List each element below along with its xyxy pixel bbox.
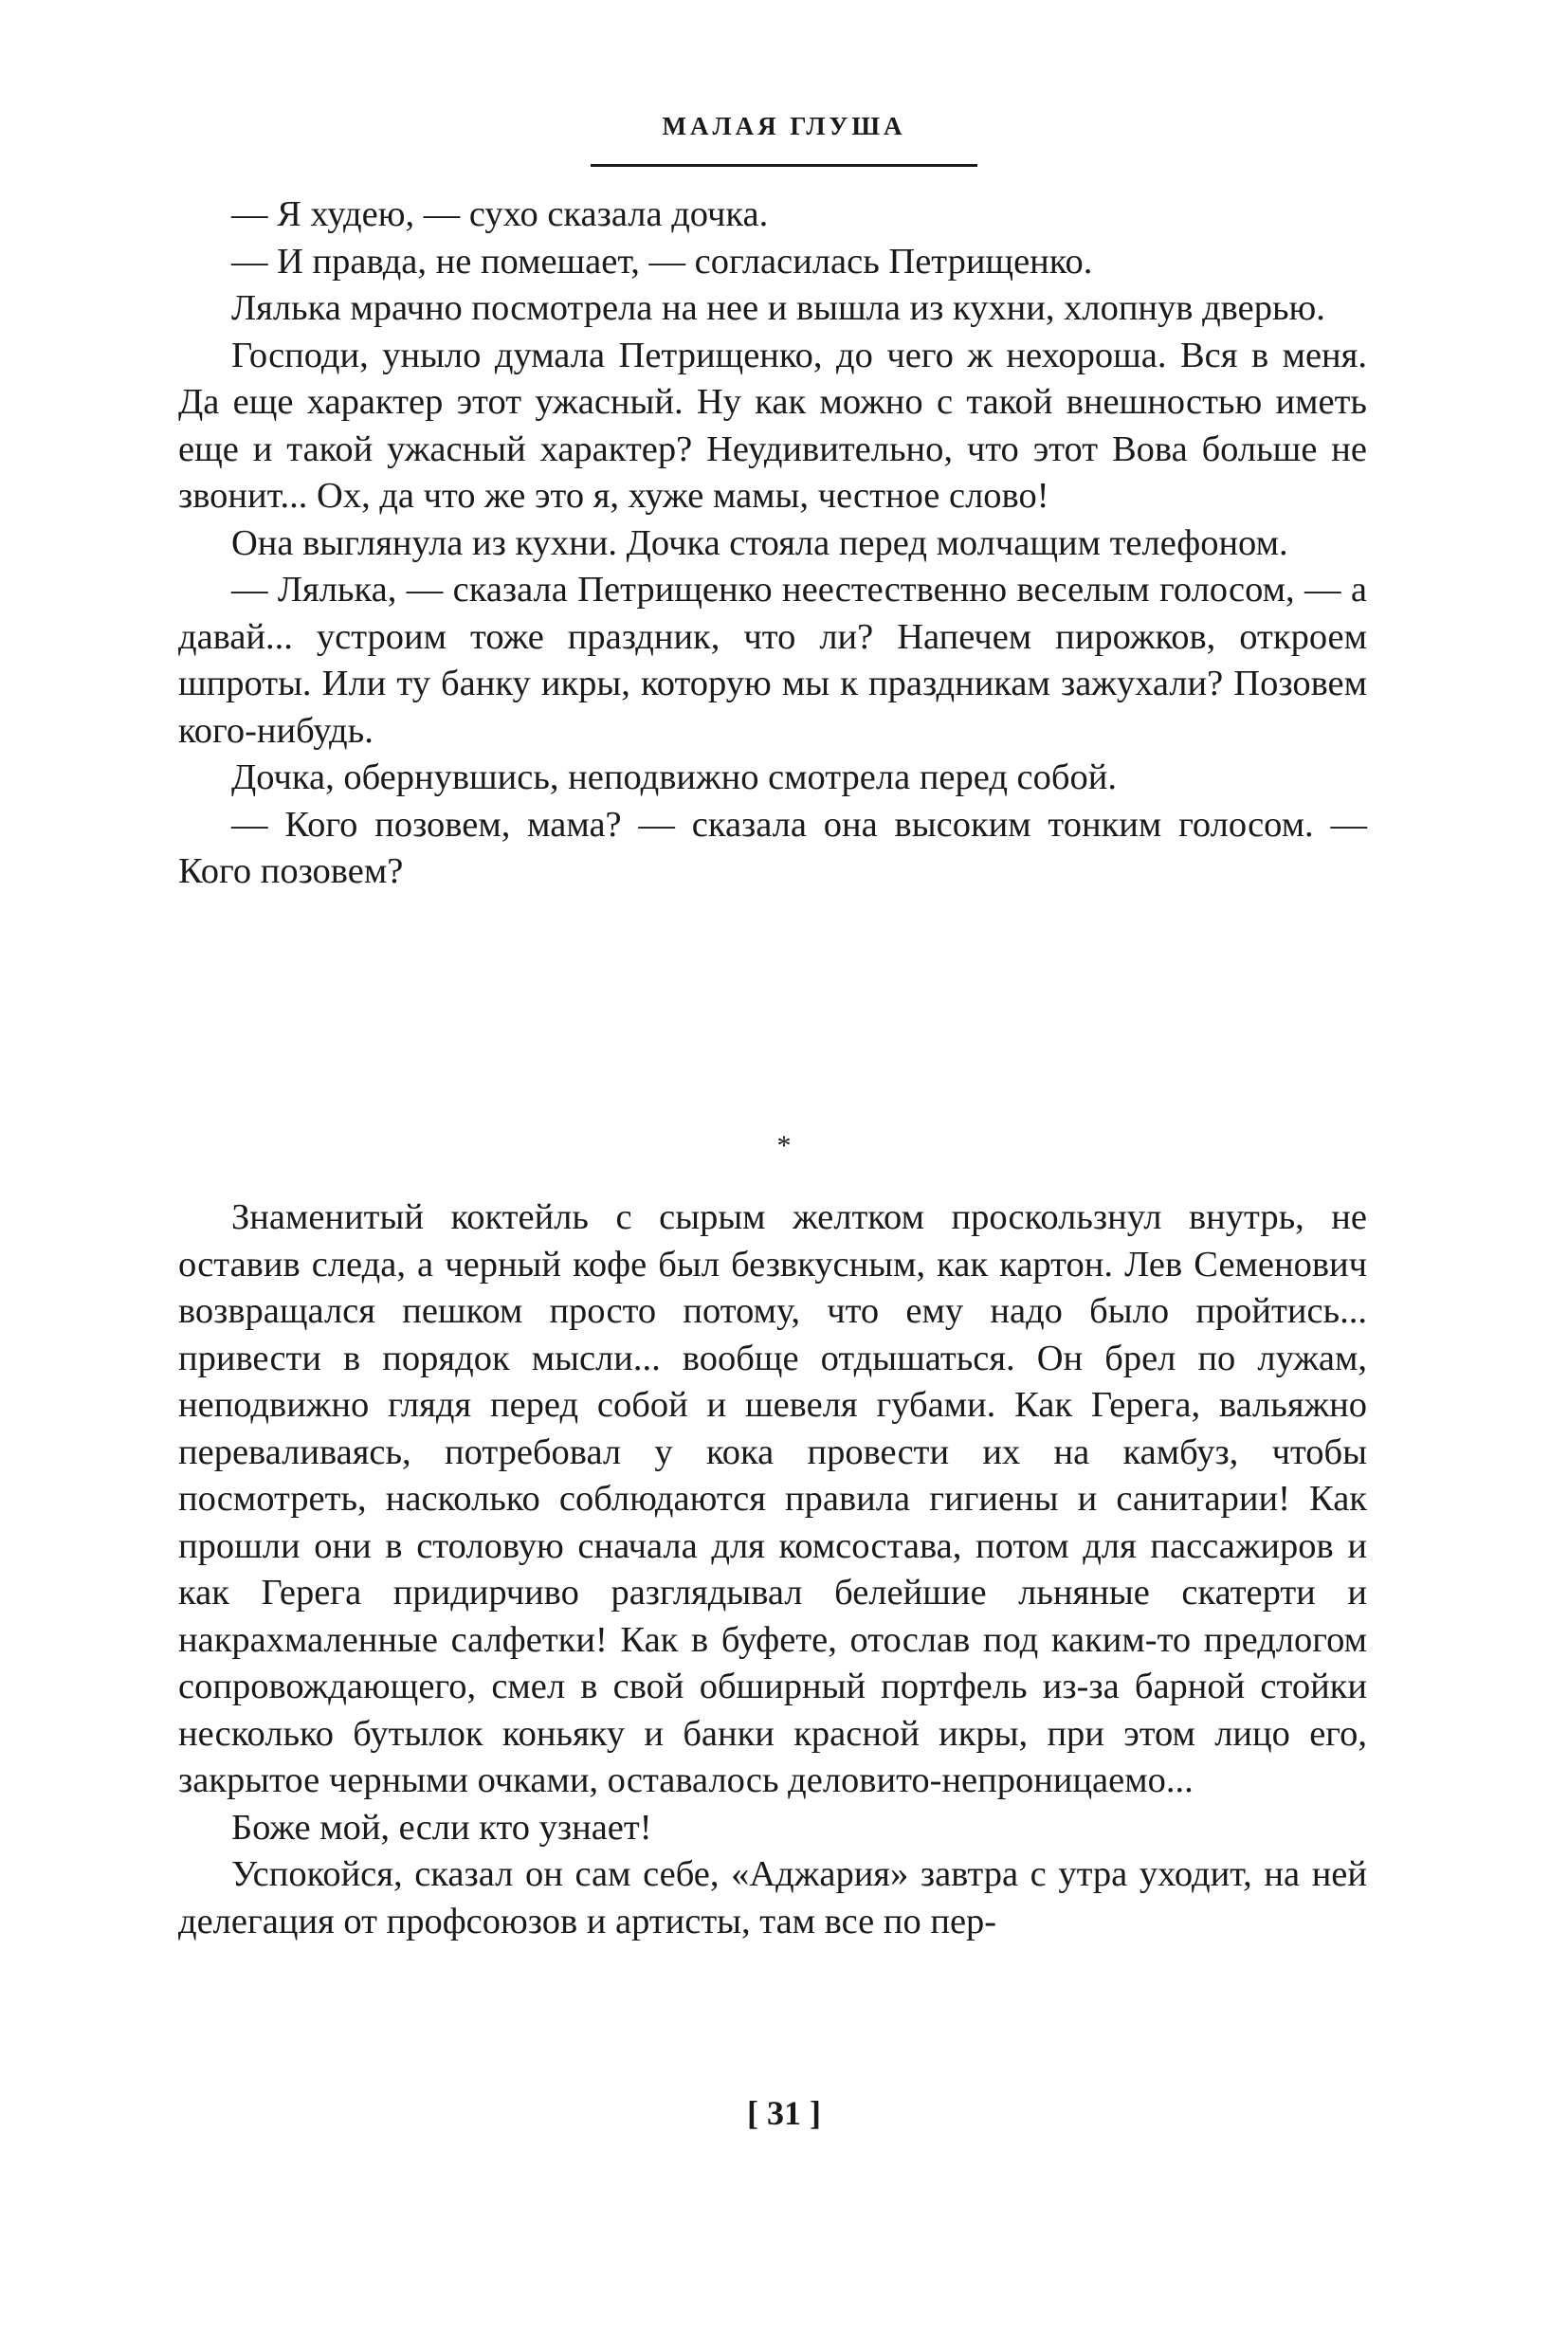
paragraph: — Лялька, — сказала Петрищенко неестественно веселым голосом, — а давай... устроим тоже праздник, что ли? Напечем пирожков, откроем шпроты. Или ту банку икры, которую мы к праздникам зажухали? Позовем кого-нибудь. (178, 570, 1367, 751)
paragraph: — Кого позовем, мама? — сказала она высоким тонким голосом. — Кого позовем? (178, 804, 1367, 891)
text-section-2 (178, 1194, 1367, 1945)
page-number: [ 31 ] (747, 2094, 821, 2132)
paragraph: Боже мой, если кто узнает! (231, 1807, 652, 1848)
paragraph: — И правда, не помешает, — согласилась Петрищенко. (231, 241, 1093, 282)
paragraph: Лялька мрачно посмотрела на нее и вышла из кухни, хлопнув дверью. (231, 288, 1325, 328)
paragraph: Успокойся, сказал он сам себе, «Аджария» завтра с утра уходит, на ней делегация от профсоюзов и артисты, там все по пер- (178, 1854, 1367, 1941)
paragraph: — Я худею, — сухо сказала дочка. (231, 194, 769, 234)
running-head-rule (591, 164, 977, 167)
running-head: МАЛАЯ ГЛУША (662, 112, 906, 140)
section-separator: * (776, 1130, 792, 1161)
text-section-1 (178, 191, 1367, 896)
paragraph: Знаменитый коктейль с сырым желтком проскользнул внутрь, не оставив следа, а черный кофе был безвкусным, как картон. Лев Семенович возвращался пешком просто потому, что ему надо было пройтись... привести в порядок мысли... вообще отдышаться. Он брел по лужам, неподвижно глядя перед собой и шевеля губами. Как Герега, вальяжно переваливаясь, потребовал у кока провести их на камбуз, чтобы посмотреть, насколько соблюдаются правила гигиены и санитарии! Как прошли они в столовую сначала для комсостава, потом для пассажиров и как Герега придирчиво разглядывал белейшие льняные скатерти и накрахмаленные салфетки! Как в буфете, отослав под каким-то предлогом сопровождающего, смел в свой обширный портфель из-за барной стойки несколько бутылок коньяку и банки красной икры, при этом лицо его, закрытое черными очками, оставалось деловито-непроницаемо... (178, 1197, 1367, 1800)
paragraph: Дочка, обернувшись, неподвижно смотрела перед собой. (231, 757, 1117, 797)
paragraph: Господи, уныло думала Петрищенко, до чего ж нехороша. Вся в меня. Да еще характер этот ужасный. Ну как можно с такой внешностью иметь еще и такой ужасный характер? Неудивительно, что этот Вова больше не звонит... Ох, да что же это я, хуже мамы, честное слово! (178, 335, 1367, 516)
paragraph: Она выглянула из кухни. Дочка стояла перед молчащим телефоном. (231, 522, 1288, 563)
